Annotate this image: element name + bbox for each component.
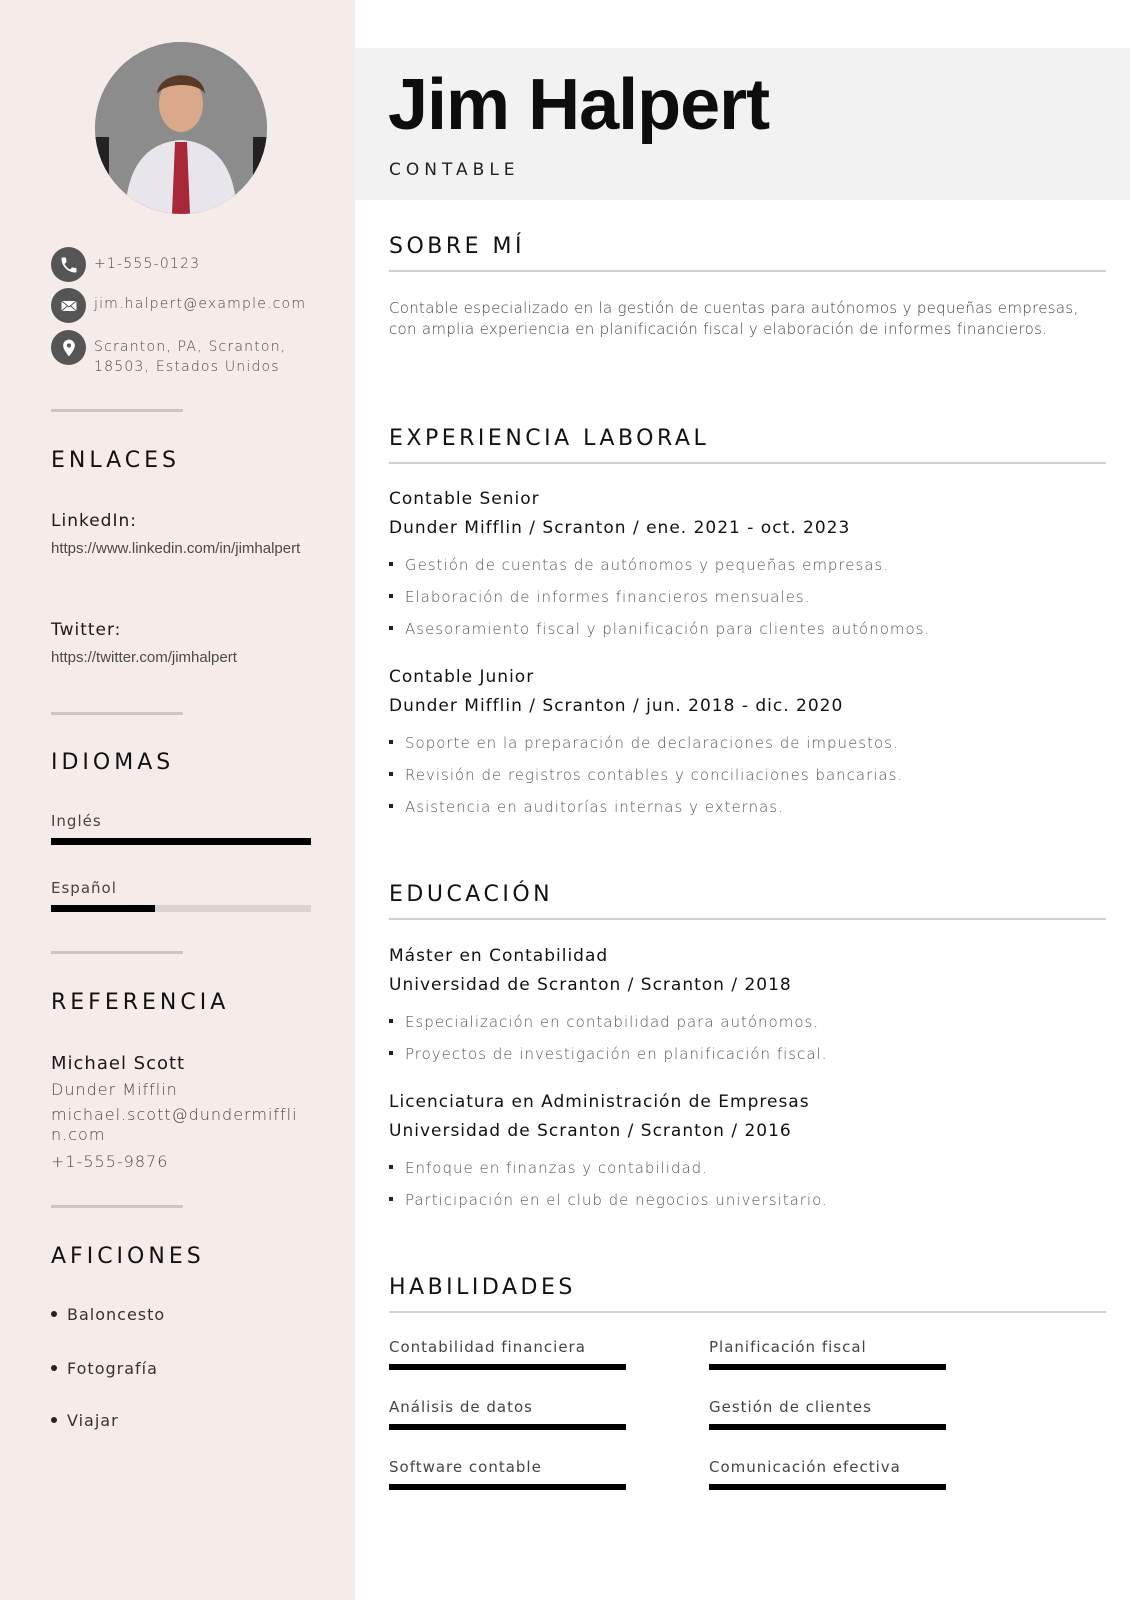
languages-heading: IDIOMAS: [51, 750, 175, 775]
degree-bullet: Participación en el club de negocios universitario.: [389, 1191, 828, 1209]
square-bullet-icon: [389, 772, 393, 776]
degree-bullet: Especialización en contabilidad para autónomos.: [389, 1013, 819, 1031]
square-bullet-icon: [389, 1051, 393, 1055]
job-bullet: Elaboración de informes financieros mensuales.: [389, 588, 810, 606]
degree-subtitle-1: Universidad de Scranton / Scranton / 2018: [389, 975, 792, 995]
experience-heading: EXPERIENCIA LABORAL: [389, 426, 710, 451]
hobby-item: Baloncesto: [51, 1305, 165, 1324]
square-bullet-icon: [389, 1019, 393, 1023]
skill-fill: [709, 1364, 946, 1370]
skill-label: Gestión de clientes: [709, 1398, 872, 1416]
skill-item: [389, 1338, 626, 1370]
skill-label: Software contable: [389, 1458, 542, 1476]
linkedin-link[interactable]: https://www.linkedin.com/in/jimhalpert: [51, 540, 301, 557]
skill-fill: [389, 1484, 626, 1490]
reference-email[interactable]: michael.scott@dundermifflin.com: [51, 1105, 298, 1144]
divider: [51, 409, 183, 412]
degree-title-1: Máster en Contabilidad: [389, 946, 609, 966]
skill-label: Planificación fiscal: [709, 1338, 867, 1356]
mail-icon: [51, 288, 86, 323]
language-spanish-bar: [51, 905, 311, 912]
contact-address: [51, 330, 286, 377]
reference-phone: +1-555-9876: [51, 1152, 169, 1171]
job-bullet: Gestión de cuentas de autónomos y pequeñas empresas.: [389, 556, 889, 574]
skill-bar: [709, 1484, 946, 1490]
hobby-item: Viajar: [51, 1411, 119, 1430]
person-name: Jim Halpert: [388, 65, 770, 145]
skill-fill: [389, 1364, 626, 1370]
about-heading: SOBRE MÍ: [389, 234, 526, 259]
skills-heading: HABILIDADES: [389, 1275, 576, 1300]
language-spanish-fill: [51, 905, 155, 912]
degree-subtitle-2: Universidad de Scranton / Scranton / 2016: [389, 1121, 792, 1141]
skill-label: Análisis de datos: [389, 1398, 533, 1416]
skill-bar: [709, 1364, 946, 1370]
profile-photo: [95, 42, 267, 214]
location-pin-icon: [51, 330, 86, 365]
bullet-icon: [51, 1311, 57, 1317]
job-title-2: Contable Junior: [389, 667, 535, 687]
job-subtitle-1: Dunder Mifflin / Scranton / ene. 2021 - oct. 2023: [389, 518, 851, 538]
reference-company: Dunder Mifflin: [51, 1080, 178, 1099]
language-spanish-label: Español: [51, 879, 117, 897]
skill-item: [389, 1398, 626, 1430]
job-title: CONTABLE: [389, 160, 520, 180]
skill-bar: [389, 1364, 626, 1370]
skill-fill: [709, 1484, 946, 1490]
skill-fill: [389, 1424, 626, 1430]
job-bullet: Asesoramiento fiscal y planificación para clientes autónomos.: [389, 620, 930, 638]
divider: [51, 712, 183, 715]
twitter-link[interactable]: https://twitter.com/jimhalpert: [51, 649, 237, 666]
skill-fill: [709, 1424, 946, 1430]
main-content: [355, 0, 1130, 1600]
square-bullet-icon: [389, 1197, 393, 1201]
square-bullet-icon: [389, 594, 393, 598]
skill-item: [389, 1458, 626, 1490]
language-english-label: Inglés: [51, 812, 102, 830]
square-bullet-icon: [389, 562, 393, 566]
bullet-icon: [51, 1417, 57, 1423]
skill-item: [709, 1398, 946, 1430]
bullet-icon: [51, 1365, 57, 1371]
phone-text: +1-555-0123: [94, 256, 201, 272]
job-bullet: Soporte en la preparación de declaraciones de impuestos.: [389, 734, 899, 752]
square-bullet-icon: [389, 1165, 393, 1169]
about-text: Contable especializado en la gestión de cuentas para autónomos y pequeñas empresas, con amplia experiencia en planificación fiscal y elaboración de informes financieros.: [389, 299, 1079, 338]
hobbies-heading: AFICIONES: [51, 1244, 205, 1269]
reference-name: Michael Scott: [51, 1053, 186, 1074]
section-divider: [389, 918, 1106, 920]
degree-title-2: Licenciatura en Administración de Empresas: [389, 1092, 810, 1112]
twitter-label: Twitter:: [51, 620, 122, 640]
degree-bullet: Proyectos de investigación en planificación fiscal.: [389, 1045, 827, 1063]
skill-label: Contabilidad financiera: [389, 1338, 586, 1356]
skill-bar: [389, 1484, 626, 1490]
address-text: [94, 337, 286, 377]
job-subtitle-2: Dunder Mifflin / Scranton / jun. 2018 - dic. 2020: [389, 696, 844, 716]
degree-bullet: Enfoque en finanzas y contabilidad.: [389, 1159, 708, 1177]
divider: [51, 951, 183, 954]
section-divider: [389, 270, 1106, 272]
job-title-1: Contable Senior: [389, 489, 540, 509]
job-bullet: Asistencia en auditorías internas y externas.: [389, 798, 784, 816]
square-bullet-icon: [389, 804, 393, 808]
job-bullet: Revisión de registros contables y conciliaciones bancarias.: [389, 766, 903, 784]
language-english-fill: [51, 838, 311, 845]
section-divider: [389, 1311, 1106, 1313]
address-line-2: 18503, Estados Unidos: [94, 359, 280, 375]
sidebar: [0, 0, 355, 1600]
divider: [51, 1205, 183, 1208]
section-divider: [389, 462, 1106, 464]
linkedin-label: LinkedIn:: [51, 511, 137, 531]
address-line-1: Scranton, PA, Scranton,: [94, 339, 287, 355]
contact-email: [51, 288, 306, 323]
skill-bar: [709, 1424, 946, 1430]
language-english-bar: [51, 838, 311, 845]
contact-phone: [51, 247, 200, 282]
phone-icon: [51, 247, 86, 282]
header: [355, 48, 1130, 200]
email-link[interactable]: jim.halpert@example.com: [94, 296, 307, 312]
skill-label: Comunicación efectiva: [709, 1458, 901, 1476]
links-heading: ENLACES: [51, 448, 181, 473]
square-bullet-icon: [389, 626, 393, 630]
hobby-item: Fotografía: [51, 1359, 158, 1378]
square-bullet-icon: [389, 740, 393, 744]
avatar: [95, 42, 267, 214]
reference-heading: REFERENCIA: [51, 990, 230, 1015]
skill-bar: [389, 1424, 626, 1430]
education-heading: EDUCACIÓN: [389, 882, 554, 907]
skill-item: [709, 1338, 946, 1370]
skill-item: [709, 1458, 946, 1490]
